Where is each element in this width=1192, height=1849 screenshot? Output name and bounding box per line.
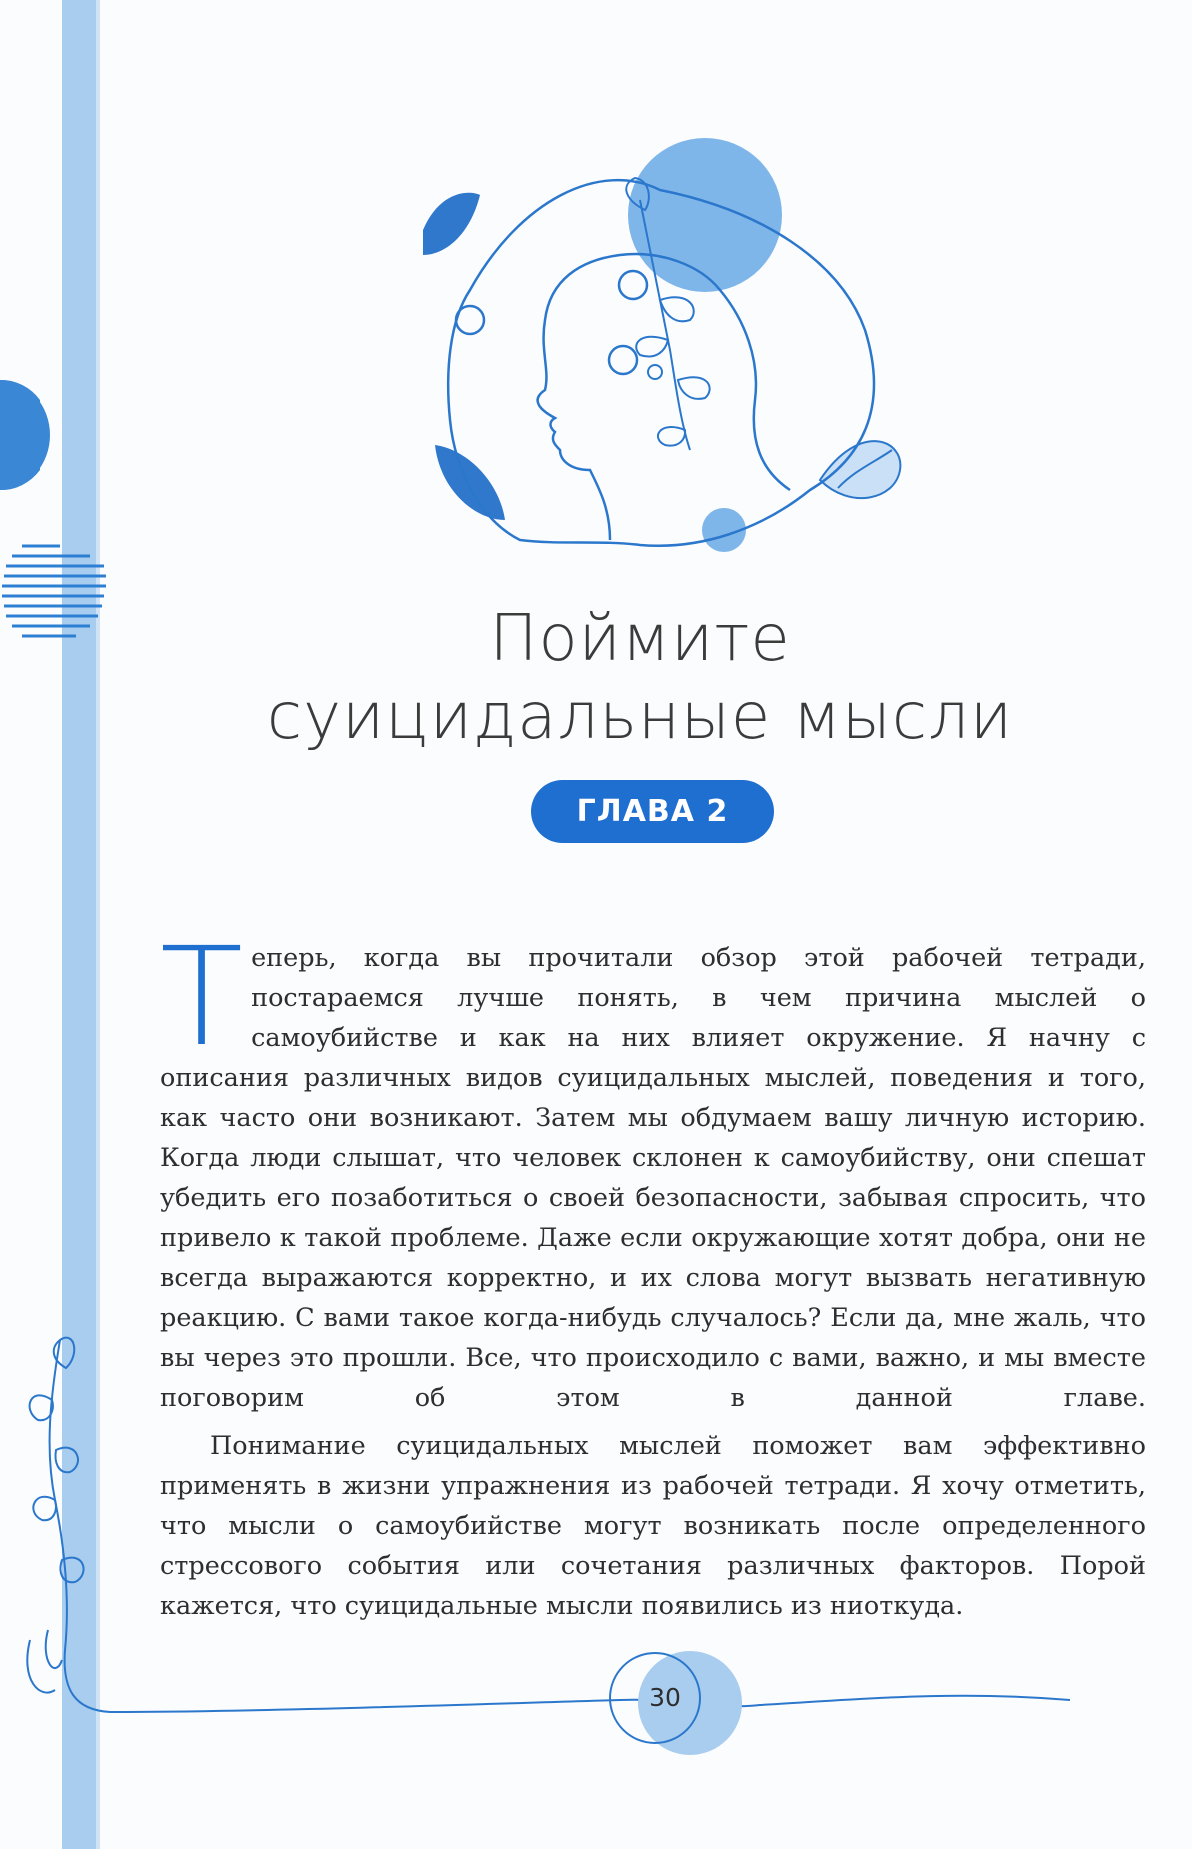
chapter-title <box>220 600 1060 756</box>
striped-circle-decoration <box>2 546 106 636</box>
chapter-badge: ГЛАВА 2 <box>531 780 774 843</box>
chapter-title-line-2: суицидальные мысли <box>266 680 1014 754</box>
paragraph-2: Понимание суицидальных мыслей поможет вам эффективно применять в жизни упражнения из рабочей тетради. Я хочу отметить, что мысли о самоубийстве могут возникать после определенного стрессового события или сочетания различных факторов. Порой кажется, что суицидальные мысли появились из ниоткуда. <box>160 1431 1146 1621</box>
body-text <box>160 919 1146 1626</box>
paragraph-1-text: еперь, когда вы прочитали обзор этой рабочей тетради, постараемся лучше понять, в чем причина мыслей о самоубийстве и как на них влияет окружение. Я начну с описания различных видов суицидальных мыслей, поведения и того, как часто они возникают. Затем мы обдумаем вашу личную историю. Когда люди слышат, что человек склонен к самоубийству, они спешат убедить его позаботиться о своей безопасности, забывая спросить, что привело к такой проблеме. Даже если окружающие хотят добра, они не всегда выражаются корректно, и их слова могут вызвать негативную реакцию. С вами такое когда-нибудь случалось? Если да, мне жаль, что вы через это прошли. Все, что происходило с вами, важно, и мы вместе поговорим об этом в данной главе. <box>160 943 1146 1413</box>
head-with-leaves-illustration <box>423 138 900 552</box>
chapter-title-line-1: Поймите <box>489 602 791 676</box>
page-number: 30 <box>649 1683 681 1712</box>
paragraph-1 <box>160 919 1146 1418</box>
drop-cap: Т <box>160 919 244 1077</box>
